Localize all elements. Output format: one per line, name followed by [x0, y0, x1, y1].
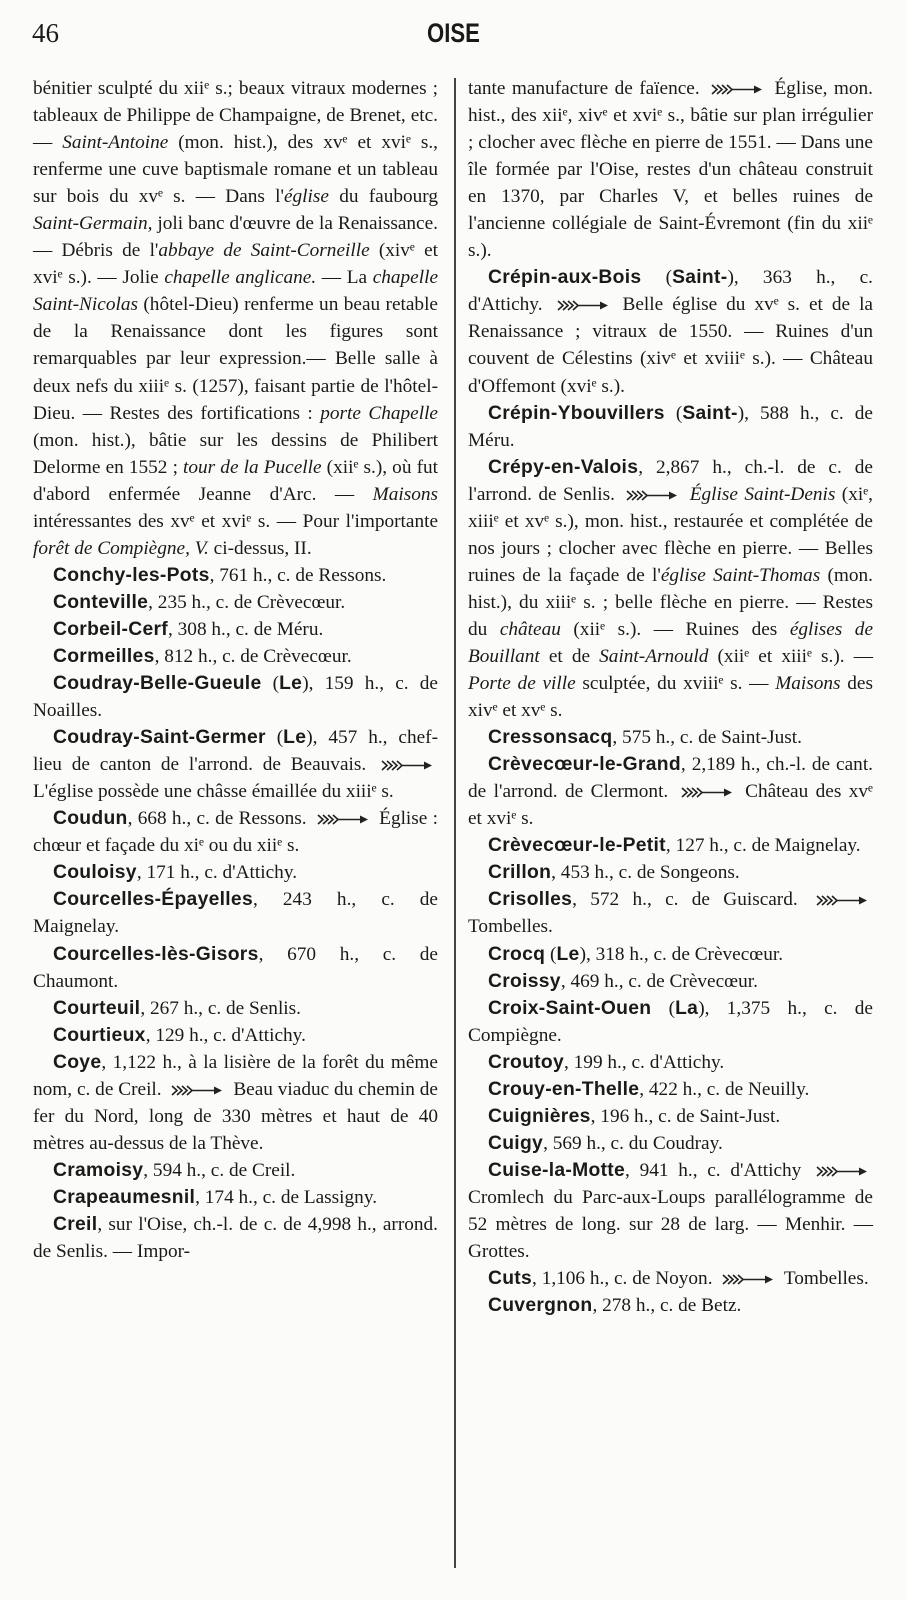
gazetteer-entry: [468, 1103, 873, 1130]
entry-text: ), 363 h., c. d'Attichy.: [468, 267, 873, 316]
entry-text: , 2,867 h., ch.-l. de c. de l'arrond. de Senlis.: [468, 456, 873, 505]
entry-text: (xiiᵉ et xiiiᵉ s.). —: [708, 645, 873, 667]
entry-headword: Cressonsacq: [488, 727, 613, 749]
entry-text: joli banc d'œuvre de la Renaissance. — Débris de l': [33, 213, 438, 262]
gazetteer-entry: [33, 886, 438, 940]
entry-text: , 199 h., c. d'Attichy.: [564, 1051, 725, 1073]
gazetteer-entry: [468, 264, 873, 399]
italic-text: chapelle anglicane.: [164, 267, 317, 289]
entry-text: , 761 h., c. de Ressons.: [209, 564, 387, 586]
gazetteer-entry: [33, 805, 438, 859]
entry-headword: Courcelles-Épayelles: [53, 889, 253, 911]
entry-text: L'église possède une châsse émaillée du xiiiᵉ s.: [33, 781, 394, 803]
italic-text: tour de la Pucelle: [183, 456, 322, 478]
italic-text: église: [283, 186, 329, 208]
entry-text: ci-dessus, II.: [208, 537, 312, 559]
entry-text: , 308 h., c. de Méru.: [168, 618, 324, 640]
entry-text: , 171 h., c. d'Attichy.: [136, 862, 298, 884]
pointer-arrow-icon: [170, 1085, 224, 1096]
italic-text: Saint-Arnould: [599, 645, 709, 667]
gazetteer-entry: [468, 724, 873, 751]
italic-text: église Saint-Thomas: [660, 564, 821, 586]
entry-text: , 569 h., c. du Coudray.: [543, 1132, 723, 1154]
entry-text: (mon. hist.), du xiiiᵉ s. ; belle flèche en pierre. — Restes du: [468, 564, 873, 640]
entry-headword: Crisolles: [488, 889, 573, 911]
entry-text: , 812 h., c. de Crèvecœur.: [154, 645, 352, 667]
entry-text: , 422 h., c. de Neuilly.: [639, 1078, 810, 1100]
entry-text: (mon. hist.), bâtie sur les dessins de Philibert Delorme en 1552 ;: [33, 429, 438, 478]
entry-text: (hôtel-Dieu) renferme un beau retable de la Renaissance dont les figures sont remarquables par leur expression.— Belle salle à deux nefs du xiiiᵉ s. (1257), faisant partie de l'hôtel-Dieu. — Restes des fortifications :: [33, 294, 438, 424]
pointer-arrow-icon: [380, 760, 434, 771]
pointer-arrow-icon: [625, 490, 679, 501]
entry-headword: Crillon: [488, 862, 552, 884]
entry-headword: Coye: [53, 1051, 102, 1073]
italic-text: Saint-Antoine: [62, 132, 169, 154]
gazetteer-entry: [468, 1265, 873, 1292]
entry-text: (: [641, 267, 673, 289]
entry-text: Cromlech du Parc-aux-Loups parallélogramme de 52 mètres de long. sur 28 de larg. — Menhir. — Grottes.: [468, 1186, 873, 1263]
entry-text: sculptée, du xviiiᵉ s. —: [575, 673, 776, 695]
entry-text: — La: [316, 267, 373, 289]
entry-text: , 594 h., c. de Creil.: [143, 1159, 296, 1181]
entry-text: (xiiᵉ s.), où fut d'abord enfermée Jeanne d'Arc. —: [33, 456, 438, 505]
pointer-arrow-icon: [316, 814, 370, 825]
left-column: [33, 75, 438, 1265]
entry-text: des xivᵉ et xvᵉ s.: [468, 673, 873, 722]
entry-headword: Courtieux: [53, 1024, 146, 1046]
entry-text: ), 1,375 h., c. de Compiègne.: [468, 997, 873, 1046]
gazetteer-entry: [33, 859, 438, 886]
entry-headword: Cuignières: [488, 1105, 591, 1127]
italic-text: Église Saint-Denis: [689, 483, 836, 505]
gazetteer-entry: [33, 1184, 438, 1211]
pointer-arrow-icon: [815, 895, 869, 906]
gazetteer-entry: [33, 941, 438, 995]
gazetteer-entry: [33, 1157, 438, 1184]
italic-text: porte Chapelle: [320, 402, 438, 424]
pointer-arrow-icon: [721, 1274, 775, 1285]
entry-headword: Coudray-Saint-Germer: [53, 727, 266, 749]
pointer-arrow-icon: [556, 300, 610, 311]
entry-headword: Cuts: [488, 1268, 533, 1290]
entry-article: Saint-: [672, 267, 728, 289]
entry-article: La: [675, 997, 699, 1019]
gazetteer-entry: [468, 832, 873, 859]
gazetteer-entry: [468, 400, 873, 454]
entry-text: , 196 h., c. de Saint-Just.: [590, 1105, 781, 1127]
entry-text: (: [545, 943, 557, 965]
entry-text: (mon. hist.), des xvᵉ et xviᵉ s., renferme une cuve baptismale romane et un tableau sur bois du xvᵉ s. — Dans l': [33, 132, 438, 208]
entry-headword: Crépin-Ybouvillers: [488, 402, 665, 424]
entry-headword: Coudray-Belle-Gueule: [53, 673, 262, 695]
entry-text: , 278 h., c. de Betz.: [592, 1295, 742, 1317]
italic-text: églises de Bouillant: [468, 618, 874, 667]
entry-text: Tombelles.: [468, 916, 553, 938]
entry-text: , 235 h., c. de Crèvecœur.: [148, 591, 346, 613]
entry-text: , 127 h., c. de Maignelay.: [665, 835, 861, 857]
gazetteer-entry: [33, 562, 438, 589]
entry-headword: Couloisy: [53, 862, 137, 884]
continued-text: [33, 75, 438, 562]
entry-text: et de: [539, 645, 600, 667]
gazetteer-entry: [468, 886, 873, 940]
gazetteer-entry: [468, 1157, 873, 1265]
gazetteer-entry: [33, 670, 438, 724]
entry-headword: Croix-Saint-Ouen: [488, 997, 652, 1019]
entry-text: , 668 h., c. de Ressons.: [127, 808, 312, 830]
gazetteer-entry: [33, 589, 438, 616]
entry-text: du faubourg: [328, 186, 438, 208]
entry-text: , 174 h., c. de Lassigny.: [195, 1186, 378, 1208]
entry-text: Château des xvᵉ et xviᵉ s.: [468, 781, 873, 830]
entry-headword: Croutoy: [488, 1051, 565, 1073]
italic-text: Maisons: [775, 673, 841, 695]
entry-headword: Coudun: [53, 808, 128, 830]
column-rule: [454, 78, 456, 1568]
entry-text: , 1,106 h., c. de Noyon.: [532, 1268, 718, 1290]
entry-headword: Conchy-les-Pots: [53, 564, 210, 586]
entry-text: ), 318 h., c. de Crèvecœur.: [579, 943, 784, 965]
italic-text: abbaye de Saint-Corneille: [158, 240, 370, 262]
entry-headword: Crèvecœur-le-Petit: [488, 835, 666, 857]
gazetteer-entry: [33, 995, 438, 1022]
gazetteer-entry: [33, 616, 438, 643]
entry-headword: Conteville: [53, 591, 149, 613]
entry-text: , 453 h., c. de Songeons.: [551, 862, 740, 884]
pointer-arrow-icon: [815, 1166, 869, 1177]
entry-article: Le: [556, 943, 580, 965]
italic-text: Saint-Germain,: [33, 213, 153, 235]
gazetteer-entry: [33, 724, 438, 805]
entry-text: (xiiᵉ s.). — Ruines des: [560, 618, 790, 640]
italic-text: château: [499, 618, 561, 640]
entry-text: Église, mon. hist., des xiiᵉ, xivᵉ et xviᵉ s., bâtie sur plan irrégulier ; clocher avec flèche en pierre de 1551. — Dans une île formée par l'Oise, restes d'un château construit en 1370, par Charles V, et belles ruines de l'ancienne collégiale de Saint-Évremont (fin du xiiᵉ s.).: [468, 78, 873, 262]
entry-headword: Crocq: [488, 943, 546, 965]
gazetteer-entry: [468, 1130, 873, 1157]
entry-text: (xiᵉ, xiiiᵉ et xvᵉ s.), mon. hist., restaurée et complétée de nos jours ; clocher avec flèche en pierre. — Belles ruines de la façade de l': [468, 483, 873, 586]
entry-text: ), 159 h., c. de Noailles.: [33, 673, 438, 722]
entry-article: Saint-: [682, 402, 738, 424]
entry-text: , 267 h., c. de Senlis.: [140, 997, 301, 1019]
gazetteer-entry: [468, 1292, 873, 1319]
gazetteer-entry: [468, 941, 873, 968]
gazetteer-entry: [468, 859, 873, 886]
italic-text: Maisons: [372, 483, 438, 505]
entry-text: , 575 h., c. de Saint-Just.: [612, 727, 802, 749]
entry-article: Le: [279, 673, 303, 695]
entry-text: (xivᵉ et xviᵉ s.). — Jolie: [33, 240, 438, 289]
gazetteer-entry: [468, 1076, 873, 1103]
italic-text: Porte de ville: [468, 673, 576, 695]
italic-text: forêt de Compiègne, V.: [33, 537, 209, 559]
entry-headword: Courteuil: [53, 997, 141, 1019]
gazetteer-entry: [468, 995, 873, 1049]
entry-headword: Cormeilles: [53, 645, 155, 667]
entry-text: , 1,122 h., à la lisière de la forêt du même nom, c. de Creil.: [33, 1051, 438, 1100]
entry-text: Beau viaduc du chemin de fer du Nord, long de 330 mètres et haut de 40 mètres au-dessus de la Thève.: [33, 1078, 438, 1154]
gazetteer-entry: [33, 1211, 438, 1265]
pointer-arrow-icon: [680, 787, 734, 798]
entry-text: Belle église du xvᵉ s. et de la Renaissance ; vitraux de 1550. — Ruines d'un couvent de Célestins (xivᵉ et xviiiᵉ s.). — Château d'Offemont (xviᵉ s.).: [468, 294, 873, 397]
entry-headword: Crépin-aux-Bois: [488, 267, 642, 289]
entry-headword: Cuise-la-Motte: [488, 1159, 626, 1181]
entry-headword: Croissy: [488, 970, 561, 992]
right-column: [468, 75, 873, 1319]
entry-headword: Cramoisy: [53, 1159, 144, 1181]
entry-headword: Crouy-en-Thelle: [488, 1078, 640, 1100]
gazetteer-entry: [33, 1022, 438, 1049]
entry-headword: Corbeil-Cerf: [53, 618, 169, 640]
entry-text: , 469 h., c. de Crèvecœur.: [560, 970, 758, 992]
entry-text: Tombelles.: [779, 1268, 869, 1290]
gazetteer-entry: [33, 643, 438, 670]
gazetteer-entry: [468, 454, 873, 724]
entry-article: Le: [283, 727, 307, 749]
entry-text: tante manufacture de faïence.: [468, 78, 707, 99]
entry-text: Église : chœur et façade du xiᵉ ou du xiiᵉ s.: [33, 808, 438, 857]
entry-text: , 129 h., c. d'Attichy.: [145, 1024, 306, 1046]
entry-text: , 2,189 h., ch.-l. de cant. de l'arrond. de Clermont.: [468, 754, 873, 803]
entry-text: , 670 h., c. de Chaumont.: [33, 943, 438, 992]
entry-headword: Courcelles-lès-Gisors: [53, 943, 259, 965]
entry-text: (: [651, 997, 676, 1019]
page-number: 46: [32, 18, 59, 48]
entry-headword: Cuigy: [488, 1132, 544, 1154]
entry-text: (: [261, 673, 280, 695]
entry-headword: Crépy-en-Valois: [488, 456, 639, 478]
gazetteer-entry: [468, 1049, 873, 1076]
continued-text: [468, 75, 873, 264]
entry-text: (: [664, 402, 683, 424]
gazetteer-entry: [468, 968, 873, 995]
gazetteer-entry: [33, 1049, 438, 1157]
running-head: OISE: [427, 18, 480, 48]
entry-headword: Crèvecœur-le-Grand: [488, 754, 681, 776]
entry-text: intéressantes des xvᵉ et xviᵉ s. — Pour l'importante: [33, 510, 438, 532]
entry-text: , 572 h., c. de Guiscard.: [572, 889, 811, 911]
entry-text: (: [265, 727, 284, 749]
pointer-arrow-icon: [710, 84, 764, 95]
entry-text: bénitier sculpté du xiiᵉ s.; beaux vitraux modernes ; tableaux de Philippe de Champaigne, de Brenet, etc. —: [33, 78, 438, 154]
italic-text: chapelle Saint-Nicolas: [33, 267, 438, 316]
entry-text: , 243 h., c. de Maignelay.: [33, 889, 438, 938]
entry-headword: Crapeaumesnil: [53, 1186, 196, 1208]
entry-text: , 941 h., c. d'Attichy: [625, 1159, 811, 1181]
entry-text: , sur l'Oise, ch.-l. de c. de 4,998 h., arrond. de Senlis. — Impor-: [33, 1213, 438, 1263]
gazetteer-entry: [468, 751, 873, 832]
entry-text: ), 588 h., c. de Méru.: [468, 402, 873, 451]
entry-text: ), 457 h., chef-lieu de canton de l'arrond. de Beauvais.: [33, 727, 438, 776]
entry-headword: Creil: [53, 1213, 98, 1235]
entry-headword: Cuvergnon: [488, 1295, 593, 1317]
